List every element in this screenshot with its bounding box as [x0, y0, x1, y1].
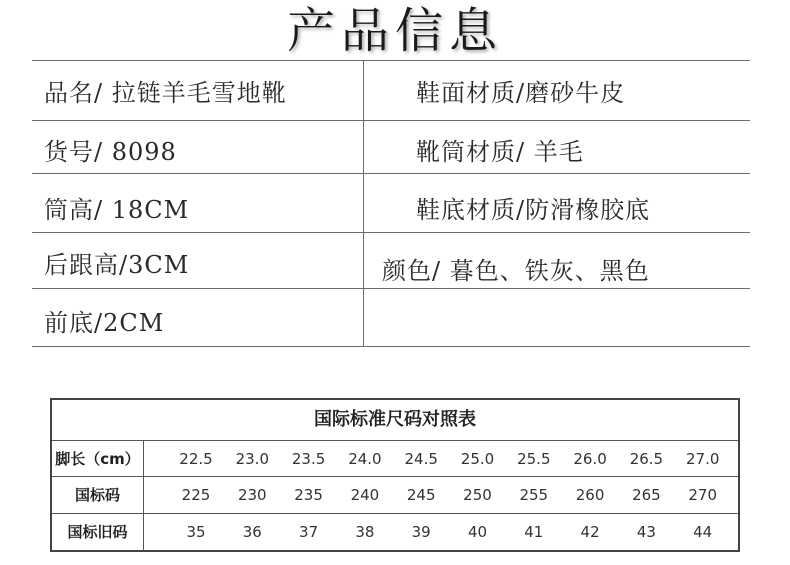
size-cell: 270: [688, 486, 717, 504]
size-cell: 250: [463, 486, 492, 504]
size-cell: 27.0: [685, 450, 720, 468]
table-rule: [32, 60, 750, 61]
sole-material: 鞋底材质/防滑橡胶底: [416, 196, 651, 224]
upper-material: 鞋面材质/磨砂牛皮: [416, 79, 626, 107]
size-cell: 225: [181, 486, 211, 504]
size-row-old-code: [52, 513, 738, 551]
size-cell: 35: [186, 523, 206, 541]
table-rule: [32, 232, 750, 233]
size-row-label: 国标旧码: [52, 513, 144, 551]
sole-front-height: 前底/2CM: [44, 309, 165, 337]
table-divider: [363, 60, 364, 346]
size-cell: 265: [632, 486, 661, 504]
size-row-foot-length: [52, 440, 738, 478]
size-cell: 26.5: [629, 450, 664, 468]
size-cell: 23.0: [235, 450, 269, 468]
size-cell: 25.0: [460, 450, 495, 468]
size-cell: 24.5: [404, 450, 438, 468]
product-info-table: [32, 60, 750, 347]
size-cell: 255: [519, 486, 549, 504]
size-cell: 37: [299, 523, 319, 541]
size-cell: 260: [575, 486, 605, 504]
item-number: 货号/ 8098: [44, 138, 177, 166]
size-cell: 38: [355, 523, 375, 541]
page-title: 产品信息: [286, 3, 503, 59]
size-row-national-code: [52, 476, 738, 514]
size-row-label: 国标码: [52, 476, 144, 514]
size-cell: 42: [580, 523, 600, 541]
size-cell: 245: [406, 486, 436, 504]
size-cell: 41: [524, 523, 544, 541]
size-cell: 23.5: [291, 450, 326, 468]
size-cell: 40: [467, 523, 488, 541]
heel-height: 后跟高/3CM: [44, 251, 190, 279]
size-cell: 22.5: [179, 450, 213, 468]
colors: 颜色/ 暮色、铁灰、黑色: [382, 257, 650, 285]
size-cell: 240: [350, 486, 380, 504]
size-cell: 26.0: [573, 450, 607, 468]
size-chart: [50, 398, 740, 552]
shaft-height: 筒高/ 18CM: [44, 196, 190, 224]
size-chart-title: 国际标准尺码对照表: [314, 409, 476, 430]
product-name: 品名/ 拉链羊毛雪地靴: [44, 79, 287, 107]
size-cell: 43: [636, 523, 656, 541]
size-row-label: 脚长（cm）: [52, 440, 144, 478]
table-rule: [32, 288, 750, 289]
size-cell: 24.0: [348, 450, 382, 468]
size-cell: 36: [242, 523, 262, 541]
table-rule: [32, 173, 750, 174]
size-cell: 25.5: [517, 450, 551, 468]
size-cell: 235: [294, 486, 323, 504]
size-cell: 230: [237, 486, 267, 504]
shaft-material: 靴筒材质/ 羊毛: [416, 138, 584, 166]
size-cell: 39: [411, 523, 431, 541]
size-cell: 44: [693, 523, 713, 541]
table-rule: [32, 346, 750, 347]
table-rule: [32, 120, 750, 121]
